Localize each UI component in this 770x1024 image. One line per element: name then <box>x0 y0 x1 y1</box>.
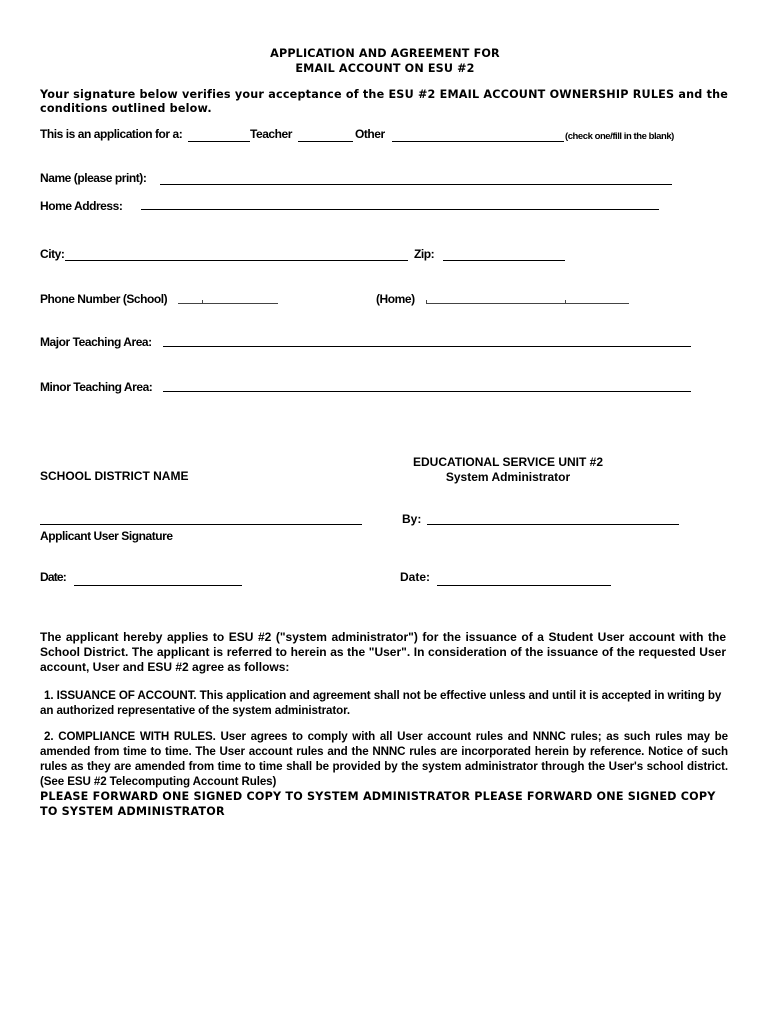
applicant-signature-field[interactable] <box>40 524 362 525</box>
application-hint: (check one/fill in the blank) <box>565 131 674 142</box>
admin-date-label: Date: <box>400 570 431 584</box>
clause-compliance: 2. COMPLIANCE WITH RULES. User agrees to comply with all User account rules and NNNC rules; as such rules may be amended from time to time. The User account rules and the NNNC rules are incorporated herein by reference. Notice of such rules as they are amended from time to time shall be provided by the system administrator through the User's school district. (See ESU #2 Telecomputing Account Rules) <box>40 730 728 788</box>
home-address-label: Home Address: <box>40 199 123 213</box>
name-field[interactable] <box>160 184 672 185</box>
minor-area-label: Minor Teaching Area: <box>40 380 153 394</box>
zip-label: Zip: <box>414 247 435 261</box>
phone-home-label: (Home) <box>376 292 415 306</box>
phone-school-divider <box>202 300 203 303</box>
intro-line-1: Your signature below verifies your acceptance of the ESU #2 EMAIL ACCOUNT OWNERSHIP RULES and the <box>40 88 729 101</box>
applicant-date-label: Date: <box>40 570 67 584</box>
title-line-1: APPLICATION AND AGREEMENT FOR <box>270 47 500 60</box>
zip-field[interactable] <box>443 260 565 261</box>
admin-date-field[interactable] <box>437 585 611 586</box>
agreement-intro: The applicant hereby applies to ESU #2 ("system administrator") for the issuance of a Student User account with the School District. The applicant is referred to herein as the "User". In consideration of the issuance of the requested User account, User and ESU #2 agree as follows: <box>40 630 726 674</box>
forward-instruction-line-2: TO SYSTEM ADMINISTRATOR <box>40 805 225 818</box>
major-area-field[interactable] <box>163 346 691 347</box>
esu-block-heading <box>400 455 616 485</box>
phone-school-field[interactable] <box>178 303 278 304</box>
by-signature-field[interactable] <box>427 524 679 525</box>
phone-home-divider-left <box>426 300 427 303</box>
applicant-signature-label: Applicant User Signature <box>40 529 173 543</box>
option-other-label: Other <box>355 127 385 141</box>
forward-instruction-line-1: PLEASE FORWARD ONE SIGNED COPY TO SYSTEM ADMINISTRATOR PLEASE FORWARD ONE SIGNED COPY <box>40 790 716 803</box>
clause-issuance: 1. ISSUANCE OF ACCOUNT. This application and agreement shall not be effective unless and until it is accepted in writing by an authorized representative of the system administrator. <box>40 689 722 717</box>
other-fill-in-field[interactable] <box>392 141 564 142</box>
esu-org-name: EDUCATIONAL SERVICE UNIT #2 <box>412 455 604 469</box>
home-address-field[interactable] <box>141 209 659 210</box>
phone-home-field[interactable] <box>426 303 629 304</box>
form-title <box>0 46 770 76</box>
city-field[interactable] <box>65 260 408 261</box>
esu-role: System Administrator <box>445 470 571 484</box>
school-district-label: SCHOOL DISTRICT NAME <box>40 469 189 483</box>
phone-school-label: Phone Number (School) <box>40 292 168 306</box>
title-line-2: EMAIL ACCOUNT ON ESU #2 <box>295 62 475 75</box>
option-teacher-label: Teacher <box>250 127 292 141</box>
minor-area-field[interactable] <box>163 391 691 392</box>
by-label: By: <box>402 512 422 526</box>
application-for-label: This is an application for a: <box>40 127 183 141</box>
name-label: Name (please print): <box>40 171 147 185</box>
city-label: City: <box>40 247 65 261</box>
applicant-date-field[interactable] <box>74 585 242 586</box>
major-area-label: Major Teaching Area: <box>40 335 152 349</box>
phone-home-divider-right <box>565 300 566 303</box>
teacher-checkbox-blank[interactable] <box>188 141 250 142</box>
intro-line-2: conditions outlined below. <box>40 102 212 115</box>
other-checkbox-blank[interactable] <box>298 141 353 142</box>
